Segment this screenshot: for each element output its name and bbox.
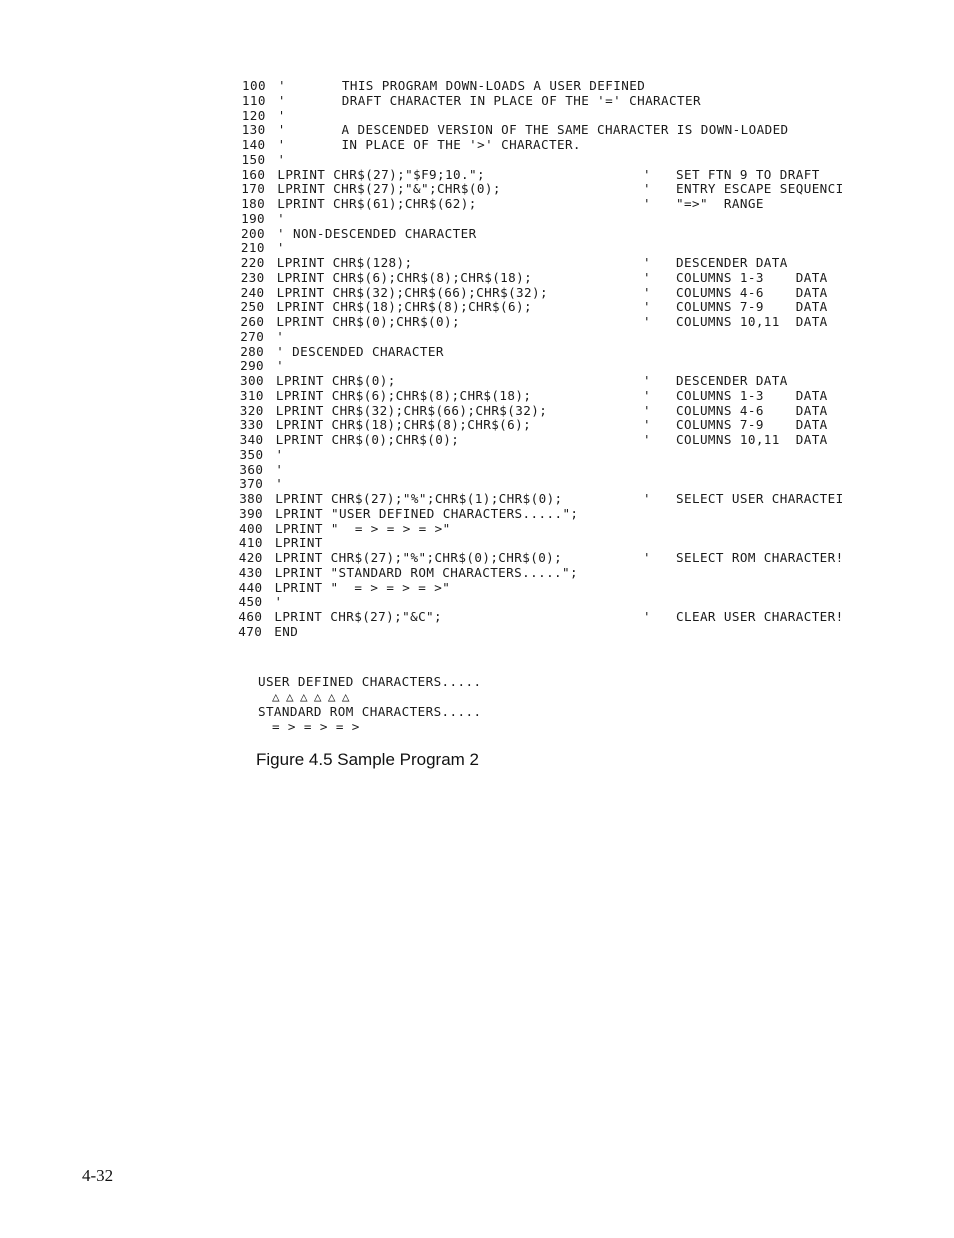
line-code: LPRINT " = > = > = >" [275,520,451,536]
descended-glyph: △ [285,689,294,704]
line-number: 330 [239,417,264,433]
line-code: LPRINT CHR$(0); [276,373,396,388]
comment-marker: ' [643,373,651,388]
line-number: 460 [238,609,263,624]
line-code: LPRINT [274,535,323,551]
line-comment: COLUMNS 4-6 DATA [676,284,828,300]
line-number: 300 [240,373,264,388]
line-code: ' A DESCENDED VERSION OF THE SAME CHARACTER IS DOWN-LOADED [277,122,789,138]
line-number: 450 [238,594,263,610]
line-number: 470 [238,623,263,639]
line-code: LPRINT CHR$(61);CHR$(62); [277,196,477,211]
comment-marker: ' [643,491,651,506]
comment-marker: ' [643,196,651,211]
line-comment: SELECT USER CHARACTEI [676,491,844,506]
line-code: ' [276,240,285,256]
standard-rom-output [242,689,481,734]
line-comment: COLUMNS 1-3 DATA [676,269,828,285]
comment-marker: ' [643,402,651,418]
line-number: 140 [241,137,266,152]
line-number: 100 [242,78,266,93]
comment-marker: ' [643,255,651,270]
line-code: ' [276,328,285,344]
line-code: LPRINT CHR$(6);CHR$(8);CHR$(18); [275,387,532,403]
line-number: 130 [241,122,266,138]
line-code: LPRINT CHR$(27);"%";CHR$(1);CHR$(0); [275,491,563,506]
line-code: LPRINT CHR$(18);CHR$(8);CHR$(6); [276,299,532,315]
line-code: ' [277,107,286,123]
comment-marker: ' [643,166,651,182]
line-code: LPRINT CHR$(32);CHR$(66);CHR$(32); [275,402,548,418]
line-number: 180 [241,196,266,211]
line-code: LPRINT CHR$(0);CHR$(0); [276,314,460,329]
line-number: 320 [239,402,264,418]
comment-marker: ' [643,299,651,315]
line-number: 340 [239,432,264,447]
line-code: LPRINT CHR$(27);"$F9;10."; [277,166,485,182]
line-comment: SELECT ROM CHARACTER! [676,550,844,565]
line-comment: DESCENDER DATA [676,255,788,270]
line-code: ' THIS PROGRAM DOWN-LOADS A USER DEFINED [278,78,646,93]
line-comment: COLUMNS 7-9 DATA [676,417,828,433]
line-number: 410 [238,535,263,551]
descended-glyph: △ [271,689,280,704]
line-comment: SET FTN 9 TO DRAFT [676,166,820,182]
line-number: 240 [240,284,265,300]
standard-rom-label: STANDARD ROM CHARACTERS..... [257,704,482,719]
line-comment: COLUMNS 4-6 DATA [676,402,828,418]
comment-marker: ' [643,181,651,197]
line-code: LPRINT CHR$(128); [276,255,413,270]
line-number: 350 [239,446,264,462]
comment-marker: ' [643,387,651,403]
line-code: ' [275,476,284,492]
line-code: ' [277,151,286,167]
line-number: 200 [241,225,265,241]
line-code: ' IN PLACE OF THE '>' CHARACTER. [277,137,581,152]
descended-glyph: △ [327,689,336,704]
line-code: ' [275,461,284,477]
line-number: 400 [239,520,263,536]
line-code: LPRINT CHR$(27);"&";CHR$(0); [277,181,501,197]
line-comment: CLEAR USER CHARACTER! [676,609,844,624]
page-number: 4-32 [82,1166,114,1185]
descended-glyph: △ [313,689,322,704]
descended-glyph: △ [299,689,308,704]
line-number: 280 [240,343,265,359]
line-code: LPRINT " = > = > = >" [274,579,451,595]
comment-marker: ' [643,550,651,565]
line-number: 110 [241,92,266,108]
line-number: 230 [240,269,265,285]
line-code: LPRINT CHR$(32);CHR$(66);CHR$(32); [276,284,548,300]
figure-caption: Figure 4.5 Sample Program 2 [256,750,479,769]
line-number: 440 [238,579,263,595]
line-comment: COLUMNS 1-3 DATA [676,387,828,403]
line-number: 190 [241,210,266,226]
line-code: LPRINT "USER DEFINED CHARACTERS....."; [275,505,579,521]
line-number: 270 [240,328,265,344]
line-number: 170 [241,181,266,197]
line-number: 420 [238,550,263,565]
line-code: LPRINT CHR$(0);CHR$(0); [275,432,460,447]
line-number: 150 [241,151,266,167]
line-comment: ENTRY ESCAPE SEQUENCI [676,181,844,197]
line-number: 380 [239,491,264,506]
line-number: 360 [239,461,264,477]
line-number: 310 [239,387,264,403]
user-defined-label: USER DEFINED CHARACTERS..... [257,674,482,689]
line-comment: COLUMNS 7-9 DATA [676,299,828,315]
line-number: 260 [240,314,265,329]
standard-rom-glyphs: = > = > = > [271,719,360,734]
line-code: ' [276,358,285,374]
line-code: ' NON-DESCENDED CHARACTER [277,225,477,241]
line-number: 370 [239,476,264,492]
comment-marker: ' [643,432,651,447]
line-code: LPRINT "STANDARD ROM CHARACTERS....."; [274,564,579,580]
line-number: 120 [241,107,266,123]
line-number: 160 [241,166,266,182]
line-code: ' [277,210,286,226]
line-code: LPRINT CHR$(6);CHR$(8);CHR$(18); [276,269,533,285]
comment-marker: ' [643,284,651,300]
line-number: 210 [240,240,265,256]
line-comment: COLUMNS 10,11 DATA [676,432,828,447]
line-code: LPRINT CHR$(27);"%";CHR$(0);CHR$(0); [274,550,563,565]
line-code: LPRINT CHR$(18);CHR$(8);CHR$(6); [275,417,532,433]
line-code: END [274,623,299,639]
line-code: ' [274,594,283,610]
line-comment: "=>" RANGE [676,196,764,211]
line-number: 250 [240,299,265,315]
line-number: 290 [240,358,265,374]
comment-marker: ' [643,314,651,329]
line-number: 430 [238,564,263,580]
comment-marker: ' [643,269,651,285]
comment-marker: ' [643,609,651,624]
line-code: LPRINT CHR$(27);"&C"; [274,609,443,624]
line-comment: COLUMNS 10,11 DATA [676,314,828,329]
line-code: ' DRAFT CHARACTER IN PLACE OF THE '=' CHARACTER [277,92,701,108]
line-number: 220 [240,255,265,270]
line-code: ' DESCENDED CHARACTER [276,343,444,359]
line-code: ' [275,446,284,462]
line-comment: DESCENDER DATA [676,373,788,388]
descended-glyph: △ [341,689,350,704]
comment-marker: ' [643,417,651,433]
line-number: 390 [239,505,264,521]
